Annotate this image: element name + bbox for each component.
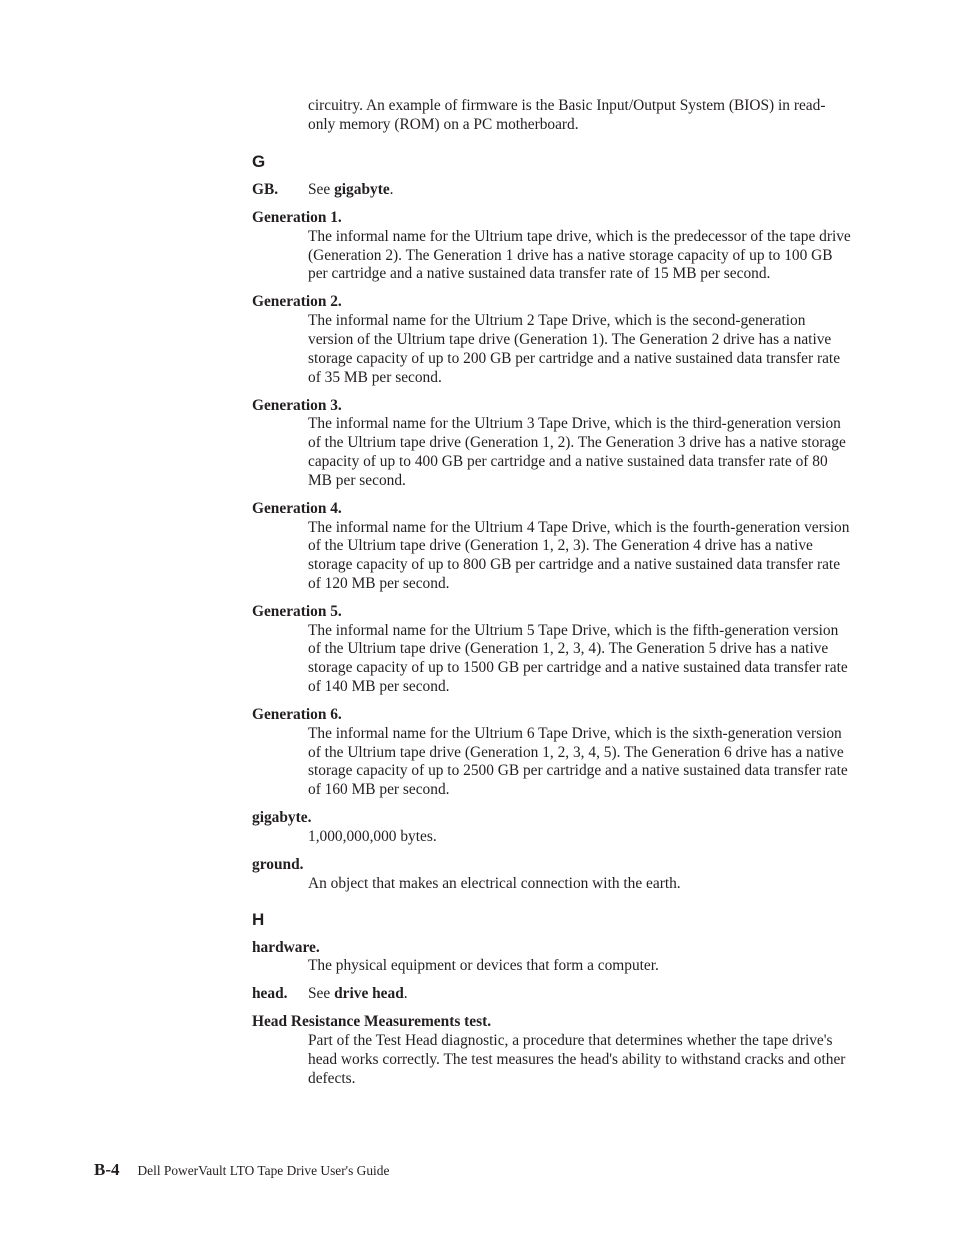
definition-generation-2: The informal name for the Ultrium 2 Tape Drive, which is the second-generation version of the Ultrium tape drive (Generation 1). The Generation 2 drive has a native storage capacity of up to 200 GB per cartridge and a native sustained data transfer rate of 35 MB per second.: [308, 312, 841, 386]
glossary-entry-gigabyte: [252, 809, 852, 847]
glossary-entry-generation-3: [252, 397, 852, 491]
term-gb: GB.: [252, 181, 279, 198]
page-footer: [94, 1160, 389, 1180]
glossary-entry-head: [252, 985, 852, 1004]
cross-reference-drive-head: drive head: [334, 985, 404, 1003]
definition-generation-6: The informal name for the Ultrium 6 Tape Drive, which is the sixth-generation version of the Ultrium tape drive (Generation 1, 2, 3, 4, 5). The Generation 6 drive has a native storage capacity of up to 2500 GB per cartridge and a native sustained data transfer rate of 160 MB per second.: [308, 724, 848, 799]
definition-head-resistance: Part of the Test Head diagnostic, a procedure that determines whether the tape drive's head works correctly. The test measures the head's ability to withstand cracks and other defects.: [308, 1032, 846, 1087]
term-generation-1: Generation 1.: [252, 208, 342, 226]
term-ground: ground.: [252, 856, 304, 873]
definition-generation-4: The informal name for the Ultrium 4 Tape Drive, which is the fourth-generation version of the Ultrium tape drive (Generation 1, 2, 3). The Generation 4 drive has a native storage capacity of up to 800 GB per cartridge and a native sustained data transfer rate of 120 MB per second.: [308, 518, 850, 592]
glossary-entry-generation-1: [252, 209, 852, 284]
cross-reference-gigabyte: gigabyte: [334, 181, 390, 198]
term-gigabyte: gigabyte.: [252, 809, 312, 827]
glossary-entry-generation-6: [252, 706, 852, 800]
section-heading-h: H: [252, 909, 265, 929]
glossary-entry-head-resistance: [252, 1013, 852, 1088]
document-title: Dell PowerVault LTO Tape Drive User's Guide: [137, 1163, 390, 1178]
glossary-entry-generation-5: [252, 603, 852, 697]
definition-ground: An object that makes an electrical connection with the earth.: [308, 874, 681, 892]
definition-hardware: The physical equipment or devices that form a computer.: [308, 957, 659, 975]
definition-generation-1: The informal name for the Ultrium tape drive, which is the predecessor of the tape drive (Generation 2). The Generation 1 drive has a native storage capacity of up to 100 GB per cartridge and a native sustained data transfer rate of 15 MB per second.: [308, 227, 851, 283]
glossary-entry-generation-2: [252, 293, 852, 387]
definition-generation-3: The informal name for the Ultrium 3 Tape Drive, which is the third-generation version of the Ultrium tape drive (Generation 1, 2). The Generation 3 drive has a native storage capacity of up to 400 GB per cartridge and a native sustained data transfer rate of 80 MB per second.: [308, 415, 846, 489]
see-text: See: [308, 985, 335, 1003]
glossary-entry-hardware: [252, 939, 852, 977]
glossary-content: [252, 152, 852, 1098]
glossary-entry-generation-4: [252, 500, 852, 594]
term-hardware: hardware.: [252, 938, 320, 956]
period: .: [389, 181, 394, 198]
period: .: [403, 985, 408, 1003]
term-generation-2: Generation 2.: [252, 293, 342, 311]
term-generation-4: Generation 4.: [252, 499, 342, 517]
glossary-entry-ground: [252, 856, 852, 894]
page-number: B-4: [94, 1160, 120, 1179]
term-generation-6: Generation 6.: [252, 706, 342, 724]
see-text: See: [308, 181, 335, 198]
definition-generation-5: The informal name for the Ultrium 5 Tape Drive, which is the fifth-generation version of the Ultrium tape drive (Generation 1, 2, 3, 4). The Generation 5 drive has a native storage capacity of up to 1500 GB per cartridge and a native sustained data transfer rate of 140 MB per second.: [308, 621, 848, 696]
term-head-resistance: Head Resistance Measurements test.: [252, 1013, 492, 1031]
term-generation-3: Generation 3.: [252, 396, 342, 414]
glossary-entry-gb: [252, 181, 852, 200]
continued-definition: circuitry. An example of firmware is the Basic Input/Output System (BIOS) in read-only memory (ROM) on a PC motherboard.: [308, 97, 826, 133]
definition-head: [308, 985, 408, 1004]
definition-gigabyte: 1,000,000,000 bytes.: [308, 828, 437, 846]
definition-gb: [308, 181, 394, 200]
term-generation-5: Generation 5.: [252, 602, 342, 620]
section-heading-g: G: [252, 152, 266, 171]
term-head: head.: [252, 985, 288, 1003]
